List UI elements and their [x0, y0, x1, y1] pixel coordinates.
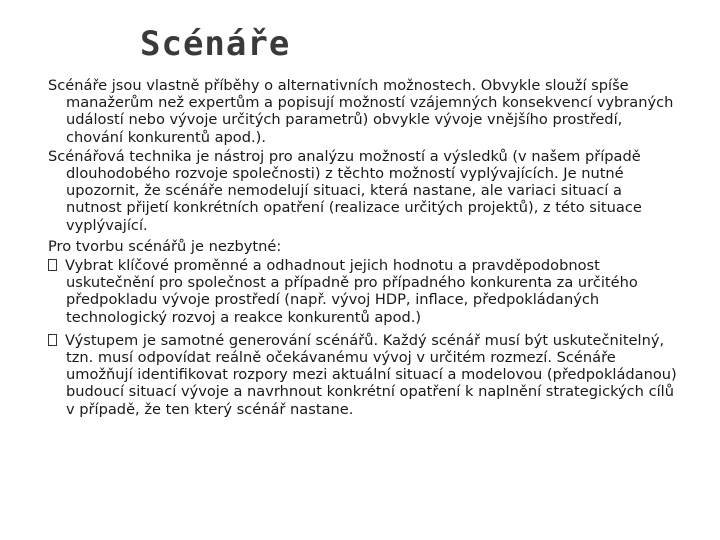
list-item: [48, 332, 678, 418]
paragraph-requirements: Pro tvorbu scénářů je nezbytné:: [48, 237, 282, 255]
slide-body: [48, 77, 678, 424]
bullet-box-icon: [48, 334, 57, 346]
bullet-box-icon: [48, 259, 57, 271]
paragraph-intro: Scénáře jsou vlastně příběhy o alternativních možnostech. Obvykle slouží spíše manažerům než expertům a popisují možností vzájemných konsekvencí vybraných událostí nebo vývoje určitých parametrů) obvykle vývoje vnějšího prostředí, chování konkurentů apod.).: [48, 77, 674, 146]
list-item-text: Vybrat klíčové proměnné a odhadnout jejich hodnotu a pravděpodobnost uskutečnění pro společnost a případně pro případného konkurenta za určitého předpokladu vývoje prostředí (např. vývoj HDP, inflace, předpokládaných technologický rozvoj a reakce konkurentů apod.): [65, 257, 638, 326]
paragraph-technique: Scénářová technika je nástroj pro analýzu možností a výsledků (v našem případě dlouhodobého rozvoje společnosti) z těchto možností vyplývajících. Je nutné upozornit, že scénáře nemodelují situaci, která nastane, ale variaci situací a nutnost přijetí konkrétních opatření (realizace určitých projektů), z této situace vyplývající.: [48, 147, 642, 234]
slide-title: Scénáře: [140, 24, 291, 64]
list-item-text: Výstupem je samotné generování scénářů. Každý scénář musí být uskutečnitelný, tzn. musí odpovídat reálně očekávanému vývoj v určitém rozmezí. Scénáře umožňují identifikovat rozpory mezi aktuální situací a modelovou (předpokládanou) budoucí situací vývoje a navrhnout konkrétní opatření k naplnění strategických cílů v případě, že ten který scénář nastane.: [65, 331, 677, 418]
list-item: [48, 257, 678, 326]
